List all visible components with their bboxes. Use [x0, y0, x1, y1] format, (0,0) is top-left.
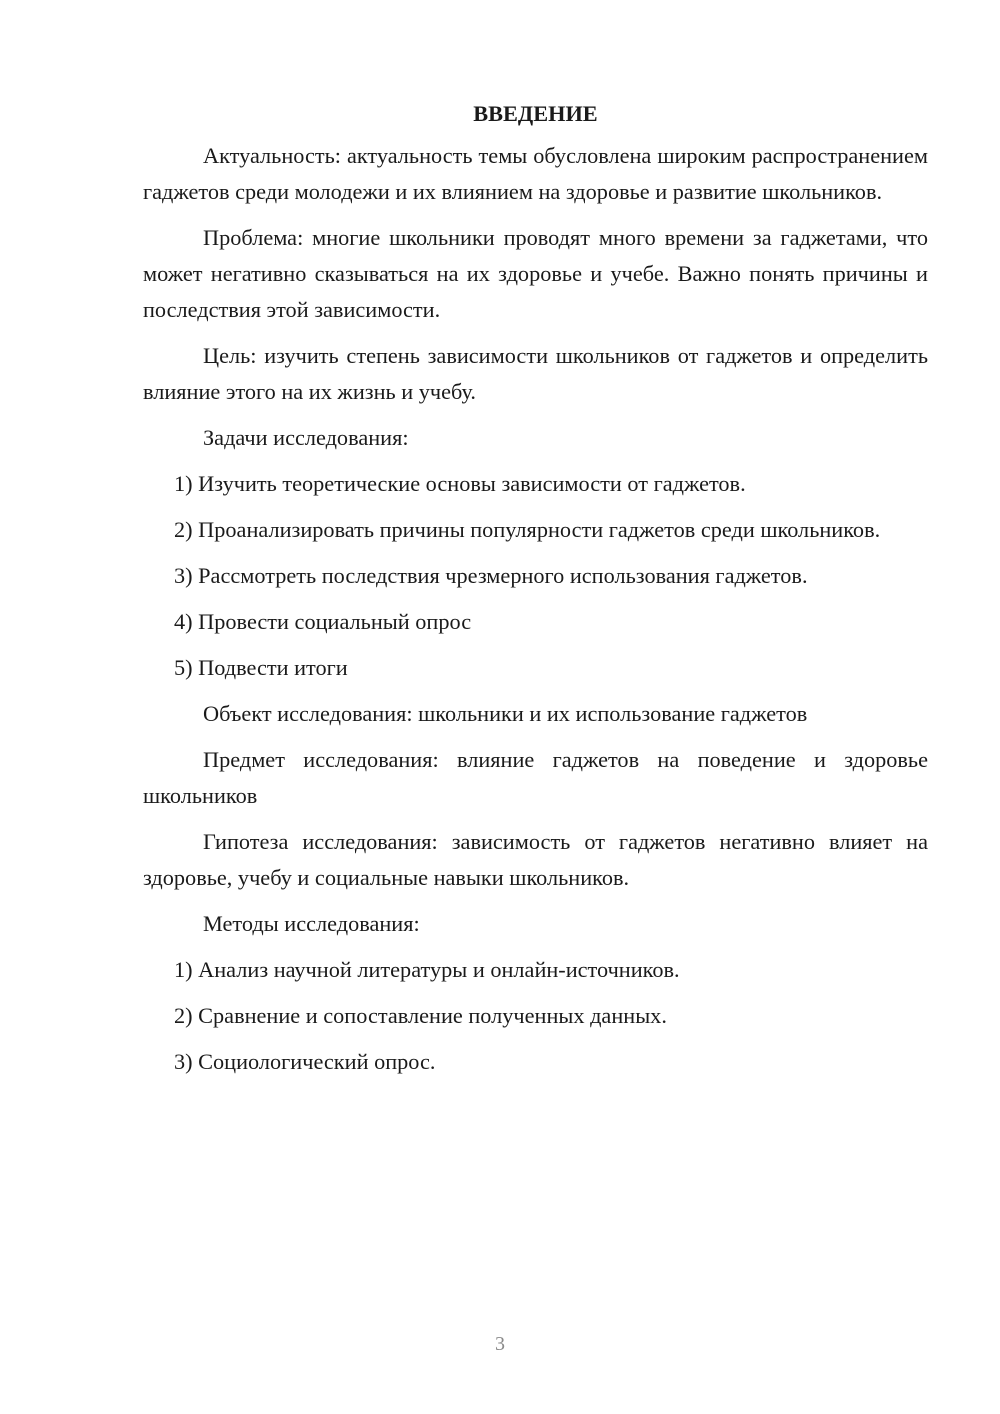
object-paragraph: Объект исследования: школьники и их использование гаджетов: [203, 701, 808, 726]
task-item-5: 5) Подвести итоги: [174, 655, 348, 680]
section-title: ВВЕДЕНИЕ: [473, 101, 598, 126]
method-item-3: 3) Социологический опрос.: [174, 1049, 436, 1074]
task-item-3: 3) Рассмотреть последствия чрезмерного использования гаджетов.: [174, 563, 808, 588]
problem-paragraph: Проблема: многие школьники проводят много времени за гаджетами, что может негативно сказываться на их здоровье и учебе. Важно понять причины и последствия этой зависимости.: [143, 225, 928, 322]
task-item-1: 1) Изучить теоретические основы зависимости от гаджетов.: [174, 471, 746, 496]
hypothesis-paragraph: Гипотеза исследования: зависимость от гаджетов негативно влияет на здоровье, учебу и социальные навыки школьников.: [143, 829, 928, 890]
subject-paragraph: Предмет исследования: влияние гаджетов на поведение и здоровье школьников: [143, 747, 928, 808]
page-content: [143, 96, 928, 1090]
task-item-4: 4) Провести социальный опрос: [174, 609, 472, 634]
method-item-1: 1) Анализ научной литературы и онлайн-источников.: [174, 957, 680, 982]
method-item-2: 2) Сравнение и сопоставление полученных данных.: [174, 1003, 667, 1028]
page-number: 3: [495, 1333, 505, 1355]
methods-heading: Методы исследования:: [203, 911, 420, 936]
goal-paragraph: Цель: изучить степень зависимости школьников от гаджетов и определить влияние этого на их жизнь и учебу.: [143, 343, 928, 404]
task-item-2: 2) Проанализировать причины популярности гаджетов среди школьников.: [174, 517, 881, 542]
tasks-heading: Задачи исследования:: [203, 425, 409, 450]
relevance-paragraph: Актуальность: актуальность темы обусловлена широким распространением гаджетов среди молодежи и их влиянием на здоровье и развитие школьников.: [143, 143, 928, 204]
